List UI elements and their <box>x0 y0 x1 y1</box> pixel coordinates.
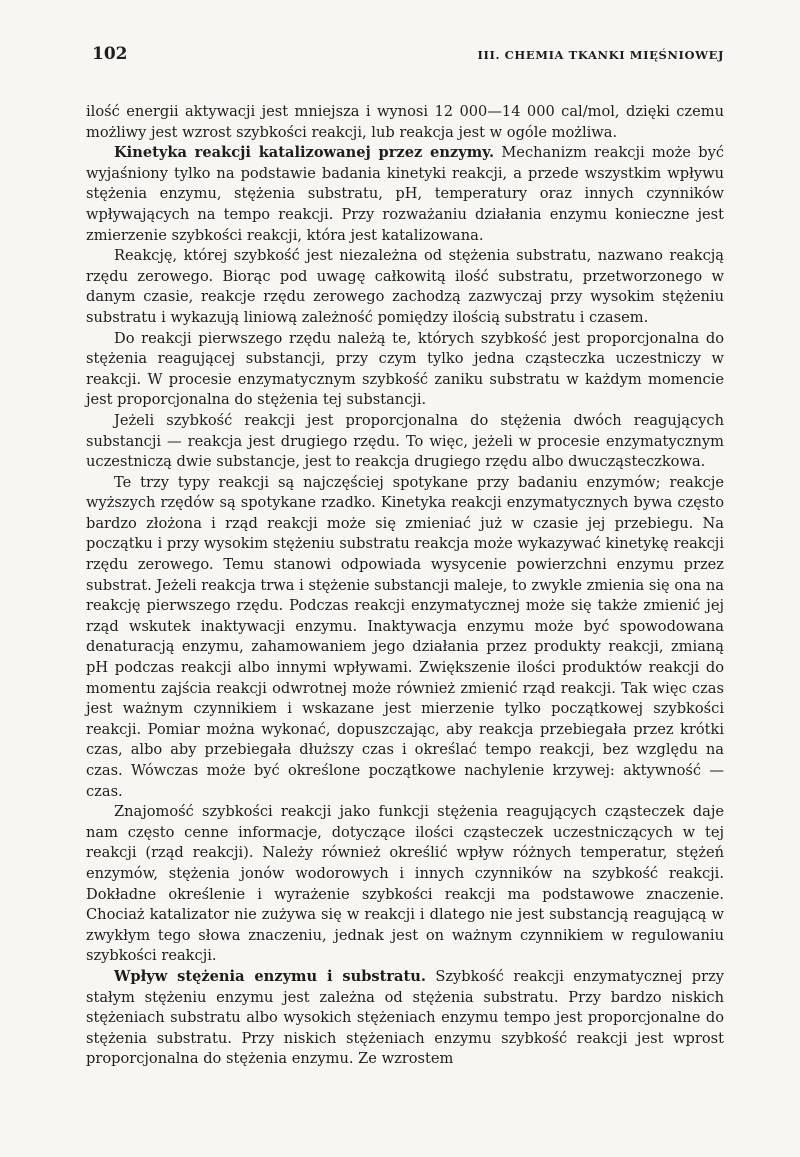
paragraph <box>86 473 724 803</box>
paragraph <box>86 329 724 411</box>
paragraph-text: Do reakcji pierwszego rzędu należą te, których szybkość jest proporcjonalna do stężenia reagującej substancji, przy czym tylko jedna cząsteczka uczestniczy w reakcji. W procesie enzymatycznym szybkość zaniku substratu w każdym momencie jest proporcjonalna do stężenia tej substancji. <box>86 329 724 409</box>
page-header <box>86 44 724 84</box>
paragraph-text: Szybkość reakcji enzymatycznej przy stałym stężeniu enzymu jest zależna od stężenia substratu. Przy bardzo niskich stężeniach substratu albo wysokich stężeniach enzymu tempo jest proporcjonalne do stężenia substratu. Przy niskich stężeniach enzymu szybkość reakcji jest wprost proporcjonalna do stężenia enzymu. Ze wzrostem <box>86 967 725 1068</box>
paragraph <box>86 802 724 967</box>
paragraph-text: Jeżeli szybkość reakcji jest proporcjonalna do stężenia dwóch reagujących substancji — reakcja jest drugiego rzędu. To więc, jeżeli w procesie enzymatycznym uczestniczą dwie substancje, jest to reakcja drugiego rzędu albo dwucząsteczkowa. <box>86 411 724 471</box>
paragraph-text: Mechanizm reakcji może być wyjaśniony tylko na podstawie badania kinetyki reakcji, a przede wszystkim wpływu stężenia enzymu, stężenia substratu, pH, temperatury oraz innych czynników wpływających na tempo reakcji. Przy rozważaniu działania enzymu konieczne jest zmierzenie szybkości reakcji, która jest katalizowana. <box>86 144 724 244</box>
paragraph <box>86 967 724 1070</box>
page-number: 102 <box>92 44 128 64</box>
running-head: III. CHEMIA TKANKI MIĘŚNIOWEJ <box>477 48 724 62</box>
paragraph-text: Reakcję, której szybkość jest niezależna od stężenia substratu, nazwano reakcją rzędu zerowego. Biorąc pod uwagę całkowitą ilość substratu, przetworzonego w danym czasie, reakcje rzędu zerowego zachodzą zazwyczaj przy wysokim stężeniu substratu i wykazują liniową zależność pomiędzy ilością substratu i czasem. <box>86 247 724 326</box>
paragraph <box>86 246 724 328</box>
body-text <box>86 102 724 1070</box>
paragraph <box>86 143 724 246</box>
section-heading: Kinetyka reakcji katalizowanej przez enzymy. <box>114 144 495 162</box>
paragraph-text: Znajomość szybkości reakcji jako funkcji stężenia reagujących cząsteczek daje nam często cenne informacje, dotyczące ilości cząsteczek uczestniczących w tej reakcji (rząd reakcji). Należy również określić wpływ różnych temperatur, stężeń enzymów, stężenia jonów wodorowych i innych czynników na szybkość reakcji. Dokładne określenie i wyrażenie szybkości reakcji ma podstawowe znaczenie. Chociaż katalizator nie zużywa się w reakcji i dlatego nie jest substancją reagującą w zwykłym tego słowa znaczeniu, jednak jest on ważnym czynnikiem w regulowaniu szybkości reakcji. <box>86 803 724 965</box>
paragraph-text: ilość energii aktywacji jest mniejsza i wynosi 12 000—14 000 cal/mol, dzięki czemu możliwy jest wzrost szybkości reakcji, lub reakcja jest w ogóle możliwa. <box>86 103 724 141</box>
paragraph <box>86 102 724 143</box>
paragraph <box>86 411 724 473</box>
paragraph-text: Te trzy typy reakcji są najczęściej spotykane przy badaniu enzymów; reakcje wyższych rzędów są spotykane rzadko. Kinetyka reakcji enzymatycznych bywa często bardzo złożona i rząd reakcji może się zmieniać już w czasie jej przebiegu. Na początku i przy wysokim stężeniu substratu reakcja może wykazywać kinetykę reakcji rzędu zerowego. Temu stanowi odpowiada wysycenie powierzchni enzymu przez substrat. Jeżeli reakcja trwa i stężenie substancji maleje, to zwykle zmienia się ona na reakcję pierwszego rzędu. Podczas reakcji enzymatycznej może się także zmienić jej rząd wskutek inaktywacji enzymu. Inaktywacja enzymu może być spowodowana denaturacją enzymu, zahamowaniem jego działania przez produkty reakcji, zmianą pH podczas reakcji albo innymi wpływami. Zwiększenie ilości produktów reakcji do momentu zajścia reakcji odwrotnej może również zmienić rząd reakcji. Tak więc czas jest ważnym czynnikiem i wskazane jest mierzenie tylko początkowej szybkości reakcji. Pomiar można wykonać, dopuszczając, aby reakcja przebiegała przez krótki czas, albo aby przebiegała dłuższy czas i określać tempo reakcji, bez względu na czas. Wówczas może być określone początkowe nachylenie krzywej: aktywność — czas. <box>86 473 724 800</box>
section-heading: Wpływ stężenia enzymu i substratu. <box>114 967 426 985</box>
